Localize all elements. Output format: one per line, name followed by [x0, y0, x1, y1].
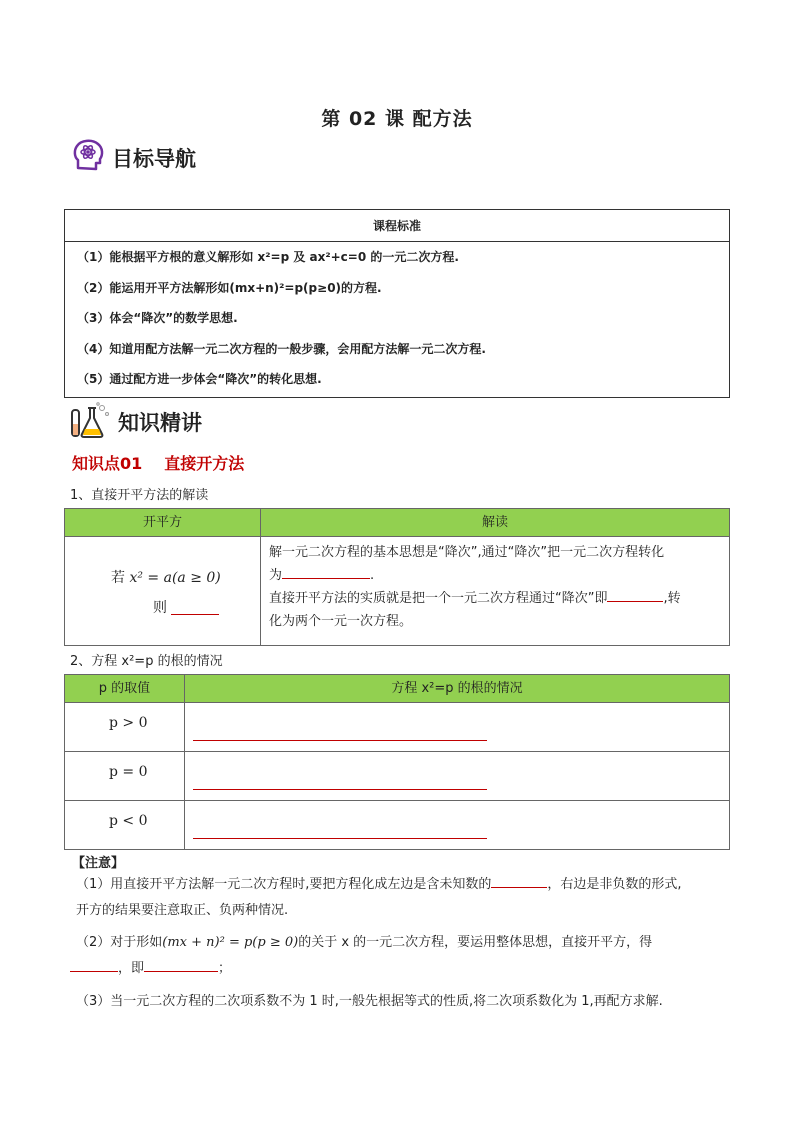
subheading-1: 1、直接开平方法的解读 [70, 488, 209, 503]
formula-prefix: 若 [111, 570, 125, 586]
subheading-2: 2、方程 x²=p 的根的情况 [70, 654, 223, 669]
knowledge-point-name: 直接开方法 [164, 454, 245, 473]
square-root-table [64, 508, 730, 646]
note-item: （3）当一元二次方程的二次项系数不为 1 时,一般先根据等式的性质,将二次项系数化为 1,再配方求解. [76, 994, 663, 1009]
fill-blank[interactable] [193, 740, 487, 741]
goal-section-label: 目标导航 [112, 147, 196, 171]
table-cell [185, 801, 729, 849]
fill-blank[interactable] [171, 614, 219, 615]
standard-item: （3）体会“降次”的数学思想. [77, 311, 238, 325]
text: . [370, 568, 375, 583]
table-cell [65, 752, 185, 800]
goal-section-header [72, 138, 196, 178]
text: 解一元二次方程的基本思想是“降次”,通过“降次”把一元二次方程转化 [269, 545, 665, 560]
column-header: 开平方 [65, 509, 261, 536]
standard-item: （2）能运用开平方法解形如(mx+n)²=p(p≥0)的方程. [77, 280, 382, 295]
root-cases-table [64, 674, 730, 850]
table-cell [185, 752, 729, 800]
knowledge-section-label: 知识精讲 [118, 411, 202, 435]
standard-item: （5）通过配方进一步体会“降次”的转化思想. [77, 372, 322, 386]
fill-blank[interactable] [193, 838, 487, 839]
formula-math: x² = a(a ≥ 0) [129, 570, 221, 586]
explanation-text [261, 537, 729, 645]
page-title: 第 02 课 配方法 [321, 108, 473, 130]
head-atom-icon [72, 138, 106, 178]
table-header-row [65, 509, 729, 537]
standards-header: 课程标准 [65, 210, 729, 242]
table-row [65, 703, 729, 752]
text: 直接开平方法的实质就是把一个一元二次方程通过“降次”即 [269, 591, 608, 606]
then-label: 则 [153, 600, 167, 616]
table-cell [65, 703, 185, 751]
fill-blank[interactable] [282, 565, 370, 579]
text: （2）对于形如 [76, 935, 163, 950]
course-standards-table [64, 209, 730, 398]
table-cell [65, 537, 261, 645]
text: ,转 [663, 591, 681, 606]
table-cell [65, 801, 185, 849]
text: 开方的结果要注意取正、负两种情况. [76, 903, 289, 918]
fill-blank[interactable] [70, 958, 118, 972]
standard-item: （1）能根据平方根的意义解形如 x²=p 及 ax²+c=0 的一元二次方程. [77, 250, 459, 264]
lab-flask-icon [68, 402, 112, 442]
knowledge-section-header [68, 402, 202, 442]
table-cell [185, 703, 729, 751]
condition: p = 0 [109, 764, 148, 780]
fill-blank[interactable] [193, 789, 487, 790]
text: ； [218, 961, 232, 976]
note-item [76, 872, 726, 924]
note-title: 【注意】 [72, 856, 125, 871]
fill-blank[interactable] [607, 588, 663, 602]
table-row [65, 752, 729, 801]
text: （1）用直接开平方法解一元二次方程时,要把方程化成左边是含未知数的 [76, 877, 492, 892]
fill-blank[interactable] [491, 874, 547, 888]
column-header: p 的取值 [65, 675, 185, 702]
standard-item: （4）知道用配方法解一元二次方程的一般步骤，会用配方法解一元二次方程. [77, 341, 486, 356]
text: ，右边是非负数的形式, [547, 877, 682, 892]
knowledge-point-title [72, 451, 266, 474]
formula-math: (mx + n)² = p(p ≥ 0) [162, 935, 299, 950]
table-row [65, 801, 729, 849]
condition: p > 0 [109, 715, 148, 731]
table-row [65, 537, 729, 645]
formula [111, 567, 221, 587]
column-header: 解读 [481, 515, 508, 530]
fill-blank[interactable] [144, 958, 218, 972]
column-header: 方程 x²=p 的根的情况 [391, 681, 523, 696]
text: 化为两个一元一次方程。 [269, 614, 413, 629]
note-item [76, 930, 726, 982]
table-header-row [65, 675, 729, 703]
text: 为 [269, 568, 283, 583]
condition: p < 0 [109, 813, 148, 829]
text: 的关于 x 的一元二次方程，要运用整体思想，直接开平方，得 [298, 935, 653, 950]
knowledge-point-number: 知识点01 [72, 454, 143, 473]
text: ，即 [118, 961, 145, 976]
